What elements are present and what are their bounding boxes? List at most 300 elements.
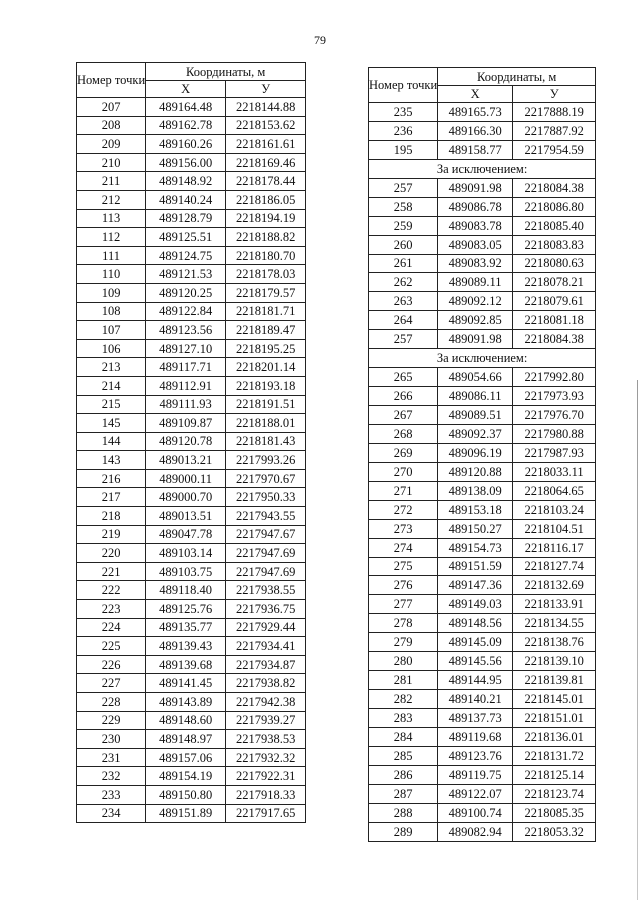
x-coordinate-cell: 489112.91: [146, 376, 226, 395]
table-row: [77, 562, 306, 581]
table-row: [77, 395, 306, 414]
y-coordinate-cell: 2218085.40: [513, 216, 596, 235]
point-number-cell: 235: [369, 103, 438, 122]
table-row: [77, 283, 306, 302]
y-coordinate-cell: 2217992.80: [513, 368, 596, 387]
point-number-cell: 265: [369, 368, 438, 387]
table-row: [77, 228, 306, 247]
point-number-cell: 225: [77, 637, 146, 656]
right-table-body: [369, 103, 596, 842]
header-x: X: [438, 86, 513, 103]
point-number-cell: 282: [369, 690, 438, 709]
x-coordinate-cell: 489162.78: [146, 116, 226, 135]
y-coordinate-cell: 2217887.92: [513, 121, 596, 140]
point-number-cell: 234: [77, 804, 146, 823]
y-coordinate-cell: 2217939.27: [226, 711, 306, 730]
x-coordinate-cell: 489120.88: [438, 462, 513, 481]
y-coordinate-cell: 2218178.44: [226, 172, 306, 191]
x-coordinate-cell: 489120.78: [146, 432, 226, 451]
x-coordinate-cell: 489148.60: [146, 711, 226, 730]
point-number-cell: 272: [369, 500, 438, 519]
section-label-row: [369, 159, 596, 178]
point-number-cell: 228: [77, 693, 146, 712]
header-coordinates: Координаты, м: [438, 68, 596, 86]
y-coordinate-cell: 2217947.69: [226, 562, 306, 581]
y-coordinate-cell: 2217917.65: [226, 804, 306, 823]
point-number-cell: 221: [77, 562, 146, 581]
table-row: [77, 748, 306, 767]
y-coordinate-cell: 2218080.63: [513, 254, 596, 273]
y-coordinate-cell: 2217980.88: [513, 424, 596, 443]
point-number-cell: 257: [369, 178, 438, 197]
y-coordinate-cell: 2218079.61: [513, 292, 596, 311]
scan-edge-line: [637, 380, 638, 900]
table-row: [369, 557, 596, 576]
y-coordinate-cell: 2217954.59: [513, 140, 596, 159]
point-number-cell: 264: [369, 311, 438, 330]
x-coordinate-cell: 489092.12: [438, 292, 513, 311]
x-coordinate-cell: 489086.78: [438, 197, 513, 216]
table-row: [77, 637, 306, 656]
point-number-cell: 211: [77, 172, 146, 191]
point-number-cell: 208: [77, 116, 146, 135]
y-coordinate-cell: 2218084.38: [513, 178, 596, 197]
y-coordinate-cell: 2217970.67: [226, 469, 306, 488]
table-row: [369, 709, 596, 728]
x-coordinate-cell: 489124.75: [146, 246, 226, 265]
x-coordinate-cell: 489054.66: [438, 368, 513, 387]
point-number-cell: 233: [77, 785, 146, 804]
table-row: [369, 595, 596, 614]
point-number-cell: 107: [77, 321, 146, 340]
y-coordinate-cell: 2218153.62: [226, 116, 306, 135]
x-coordinate-cell: 489148.56: [438, 614, 513, 633]
x-coordinate-cell: 489086.11: [438, 387, 513, 406]
x-coordinate-cell: 489138.09: [438, 481, 513, 500]
x-coordinate-cell: 489047.78: [146, 525, 226, 544]
table-row: [369, 103, 596, 122]
page-number: 79: [314, 33, 326, 47]
y-coordinate-cell: 2217934.41: [226, 637, 306, 656]
y-coordinate-cell: 2218123.74: [513, 784, 596, 803]
y-coordinate-cell: 2218103.24: [513, 500, 596, 519]
point-number-cell: 266: [369, 387, 438, 406]
table-row: [77, 693, 306, 712]
table-row: [369, 311, 596, 330]
y-coordinate-cell: 2217950.33: [226, 488, 306, 507]
table-row: [369, 254, 596, 273]
y-coordinate-cell: 2218161.61: [226, 135, 306, 154]
y-coordinate-cell: 2218136.01: [513, 727, 596, 746]
x-coordinate-cell: 489082.94: [438, 822, 513, 841]
point-number-cell: 269: [369, 443, 438, 462]
table-row: [369, 406, 596, 425]
table-row: [369, 784, 596, 803]
x-coordinate-cell: 489128.79: [146, 209, 226, 228]
x-coordinate-cell: 489147.36: [438, 576, 513, 595]
x-coordinate-cell: 489083.92: [438, 254, 513, 273]
point-number-cell: 273: [369, 519, 438, 538]
point-number-cell: 268: [369, 424, 438, 443]
point-number-cell: 109: [77, 283, 146, 302]
table-row: [369, 121, 596, 140]
table-row: [77, 153, 306, 172]
x-coordinate-cell: 489154.73: [438, 538, 513, 557]
x-coordinate-cell: 489013.51: [146, 507, 226, 526]
y-coordinate-cell: 2218085.35: [513, 803, 596, 822]
x-coordinate-cell: 489125.76: [146, 600, 226, 619]
x-coordinate-cell: 489166.30: [438, 121, 513, 140]
x-coordinate-cell: 489111.93: [146, 395, 226, 414]
y-coordinate-cell: 2217936.75: [226, 600, 306, 619]
point-number-cell: 231: [77, 748, 146, 767]
point-number-cell: 144: [77, 432, 146, 451]
point-number-cell: 279: [369, 633, 438, 652]
y-coordinate-cell: 2218033.11: [513, 462, 596, 481]
x-coordinate-cell: 489103.14: [146, 544, 226, 563]
point-number-cell: 230: [77, 730, 146, 749]
point-number-cell: 286: [369, 765, 438, 784]
section-label-row: [369, 349, 596, 368]
table-row: [369, 576, 596, 595]
table-row: [369, 292, 596, 311]
coordinates-table-right: [368, 67, 596, 842]
table-row: [369, 803, 596, 822]
y-coordinate-cell: 2217973.93: [513, 387, 596, 406]
point-number-cell: 112: [77, 228, 146, 247]
x-coordinate-cell: 489148.92: [146, 172, 226, 191]
point-number-cell: 227: [77, 674, 146, 693]
section-label: За исключением:: [369, 159, 596, 178]
table-row: [369, 538, 596, 557]
table-row: [77, 414, 306, 433]
point-number-cell: 224: [77, 618, 146, 637]
y-coordinate-cell: 2218180.70: [226, 246, 306, 265]
x-coordinate-cell: 489013.21: [146, 451, 226, 470]
point-number-cell: 267: [369, 406, 438, 425]
point-number-cell: 287: [369, 784, 438, 803]
x-coordinate-cell: 489149.03: [438, 595, 513, 614]
y-coordinate-cell: 2218053.32: [513, 822, 596, 841]
coordinates-table-left: [76, 62, 306, 823]
x-coordinate-cell: 489103.75: [146, 562, 226, 581]
table-row: [369, 330, 596, 349]
x-coordinate-cell: 489139.43: [146, 637, 226, 656]
point-number-cell: 285: [369, 746, 438, 765]
x-coordinate-cell: 489143.89: [146, 693, 226, 712]
point-number-cell: 216: [77, 469, 146, 488]
y-coordinate-cell: 2218188.01: [226, 414, 306, 433]
y-coordinate-cell: 2217934.87: [226, 655, 306, 674]
table-row: [369, 652, 596, 671]
x-coordinate-cell: 489122.07: [438, 784, 513, 803]
point-number-cell: 263: [369, 292, 438, 311]
header-y: У: [513, 86, 596, 103]
point-number-cell: 143: [77, 451, 146, 470]
point-number-cell: 288: [369, 803, 438, 822]
x-coordinate-cell: 489089.51: [438, 406, 513, 425]
point-number-cell: 209: [77, 135, 146, 154]
y-coordinate-cell: 2217976.70: [513, 406, 596, 425]
x-coordinate-cell: 489119.75: [438, 765, 513, 784]
point-number-cell: 195: [369, 140, 438, 159]
y-coordinate-cell: 2218086.80: [513, 197, 596, 216]
x-coordinate-cell: 489151.89: [146, 804, 226, 823]
point-number-cell: 259: [369, 216, 438, 235]
y-coordinate-cell: 2218116.17: [513, 538, 596, 557]
point-number-cell: 260: [369, 235, 438, 254]
point-number-cell: 274: [369, 538, 438, 557]
y-coordinate-cell: 2218134.55: [513, 614, 596, 633]
table-row: [77, 376, 306, 395]
point-number-cell: 223: [77, 600, 146, 619]
x-coordinate-cell: 489083.78: [438, 216, 513, 235]
y-coordinate-cell: 2218127.74: [513, 557, 596, 576]
point-number-cell: 281: [369, 671, 438, 690]
table-row: [369, 368, 596, 387]
x-coordinate-cell: 489165.73: [438, 103, 513, 122]
y-coordinate-cell: 2217922.31: [226, 767, 306, 786]
table-row: [77, 507, 306, 526]
point-number-cell: 219: [77, 525, 146, 544]
point-number-cell: 110: [77, 265, 146, 284]
table-row: [369, 746, 596, 765]
header-y: У: [226, 81, 306, 98]
point-number-cell: 212: [77, 190, 146, 209]
y-coordinate-cell: 2218064.65: [513, 481, 596, 500]
x-coordinate-cell: 489145.09: [438, 633, 513, 652]
header-point-number: Номер точки: [369, 68, 438, 103]
point-number-cell: 236: [369, 121, 438, 140]
y-coordinate-cell: 2217888.19: [513, 103, 596, 122]
table-row: [77, 655, 306, 674]
y-coordinate-cell: 2217938.55: [226, 581, 306, 600]
x-coordinate-cell: 489127.10: [146, 339, 226, 358]
point-number-cell: 270: [369, 462, 438, 481]
x-coordinate-cell: 489148.97: [146, 730, 226, 749]
y-coordinate-cell: 2218104.51: [513, 519, 596, 538]
table-row: [369, 822, 596, 841]
y-coordinate-cell: 2218189.47: [226, 321, 306, 340]
y-coordinate-cell: 2217929.44: [226, 618, 306, 637]
y-coordinate-cell: 2218194.19: [226, 209, 306, 228]
table-row: [77, 135, 306, 154]
table-row: [77, 785, 306, 804]
header-coordinates: Координаты, м: [146, 63, 306, 81]
table-row: [77, 525, 306, 544]
x-coordinate-cell: 489139.68: [146, 655, 226, 674]
x-coordinate-cell: 489151.59: [438, 557, 513, 576]
point-number-cell: 222: [77, 581, 146, 600]
x-coordinate-cell: 489154.19: [146, 767, 226, 786]
y-coordinate-cell: 2218179.57: [226, 283, 306, 302]
x-coordinate-cell: 489141.45: [146, 674, 226, 693]
table-row: [77, 600, 306, 619]
y-coordinate-cell: 2217918.33: [226, 785, 306, 804]
y-coordinate-cell: 2218178.03: [226, 265, 306, 284]
table-row: [77, 172, 306, 191]
header-x: X: [146, 81, 226, 98]
y-coordinate-cell: 2218083.83: [513, 235, 596, 254]
x-coordinate-cell: 489089.11: [438, 273, 513, 292]
table-row: [77, 581, 306, 600]
x-coordinate-cell: 489092.37: [438, 424, 513, 443]
table-row: [369, 690, 596, 709]
y-coordinate-cell: 2217938.53: [226, 730, 306, 749]
x-coordinate-cell: 489123.76: [438, 746, 513, 765]
point-number-cell: 276: [369, 576, 438, 595]
x-coordinate-cell: 489158.77: [438, 140, 513, 159]
table-row: [77, 451, 306, 470]
point-number-cell: 275: [369, 557, 438, 576]
y-coordinate-cell: 2217938.82: [226, 674, 306, 693]
point-number-cell: 258: [369, 197, 438, 216]
y-coordinate-cell: 2218195.25: [226, 339, 306, 358]
x-coordinate-cell: 489092.85: [438, 311, 513, 330]
y-coordinate-cell: 2218201.14: [226, 358, 306, 377]
x-coordinate-cell: 489091.98: [438, 330, 513, 349]
point-number-cell: 232: [77, 767, 146, 786]
table-row: [369, 614, 596, 633]
table-row: [77, 432, 306, 451]
y-coordinate-cell: 2217932.32: [226, 748, 306, 767]
point-number-cell: 111: [77, 246, 146, 265]
table-row: [369, 235, 596, 254]
y-coordinate-cell: 2218084.38: [513, 330, 596, 349]
x-coordinate-cell: 489164.48: [146, 98, 226, 117]
header-point-number: Номер точки: [77, 63, 146, 98]
y-coordinate-cell: 2218078.21: [513, 273, 596, 292]
y-coordinate-cell: 2218145.01: [513, 690, 596, 709]
x-coordinate-cell: 489119.68: [438, 727, 513, 746]
y-coordinate-cell: 2218151.01: [513, 709, 596, 728]
x-coordinate-cell: 489096.19: [438, 443, 513, 462]
table-row: [77, 321, 306, 340]
table-row: [77, 209, 306, 228]
table-row: [369, 462, 596, 481]
point-number-cell: 262: [369, 273, 438, 292]
point-number-cell: 220: [77, 544, 146, 563]
point-number-cell: 283: [369, 709, 438, 728]
x-coordinate-cell: 489145.56: [438, 652, 513, 671]
y-coordinate-cell: 2218193.18: [226, 376, 306, 395]
y-coordinate-cell: 2218125.14: [513, 765, 596, 784]
point-number-cell: 280: [369, 652, 438, 671]
y-coordinate-cell: 2218188.82: [226, 228, 306, 247]
section-label: За исключением:: [369, 349, 596, 368]
table-row: [77, 339, 306, 358]
point-number-cell: 217: [77, 488, 146, 507]
table-row: [77, 302, 306, 321]
table-row: [77, 265, 306, 284]
x-coordinate-cell: 489135.77: [146, 618, 226, 637]
table-row: [77, 98, 306, 117]
y-coordinate-cell: 2218132.69: [513, 576, 596, 595]
y-coordinate-cell: 2217943.55: [226, 507, 306, 526]
point-number-cell: 106: [77, 339, 146, 358]
table-row: [369, 519, 596, 538]
table-row: [369, 387, 596, 406]
table-row: [77, 488, 306, 507]
table-row: [369, 443, 596, 462]
x-coordinate-cell: 489100.74: [438, 803, 513, 822]
table-row: [77, 116, 306, 135]
table-row: [77, 767, 306, 786]
x-coordinate-cell: 489117.71: [146, 358, 226, 377]
x-coordinate-cell: 489125.51: [146, 228, 226, 247]
x-coordinate-cell: 489150.27: [438, 519, 513, 538]
x-coordinate-cell: 489120.25: [146, 283, 226, 302]
y-coordinate-cell: 2218133.91: [513, 595, 596, 614]
x-coordinate-cell: 489140.24: [146, 190, 226, 209]
y-coordinate-cell: 2218181.71: [226, 302, 306, 321]
x-coordinate-cell: 489000.11: [146, 469, 226, 488]
y-coordinate-cell: 2218138.76: [513, 633, 596, 652]
table-row: [77, 544, 306, 563]
table-row: [369, 727, 596, 746]
table-row: [77, 358, 306, 377]
y-coordinate-cell: 2218139.10: [513, 652, 596, 671]
point-number-cell: 278: [369, 614, 438, 633]
x-coordinate-cell: 489153.18: [438, 500, 513, 519]
y-coordinate-cell: 2218169.46: [226, 153, 306, 172]
table-row: [369, 633, 596, 652]
y-coordinate-cell: 2218181.43: [226, 432, 306, 451]
table-row: [369, 216, 596, 235]
table-row: [77, 804, 306, 823]
point-number-cell: 215: [77, 395, 146, 414]
y-coordinate-cell: 2218131.72: [513, 746, 596, 765]
table-row: [77, 711, 306, 730]
point-number-cell: 108: [77, 302, 146, 321]
x-coordinate-cell: 489160.26: [146, 135, 226, 154]
table-row: [369, 500, 596, 519]
x-coordinate-cell: 489000.70: [146, 488, 226, 507]
x-coordinate-cell: 489083.05: [438, 235, 513, 254]
table-row: [369, 273, 596, 292]
x-coordinate-cell: 489157.06: [146, 748, 226, 767]
table-row: [369, 481, 596, 500]
table-row: [77, 730, 306, 749]
x-coordinate-cell: 489118.40: [146, 581, 226, 600]
point-number-cell: 284: [369, 727, 438, 746]
point-number-cell: 213: [77, 358, 146, 377]
x-coordinate-cell: 489140.21: [438, 690, 513, 709]
y-coordinate-cell: 2218186.05: [226, 190, 306, 209]
y-coordinate-cell: 2217942.38: [226, 693, 306, 712]
point-number-cell: 271: [369, 481, 438, 500]
x-coordinate-cell: 489091.98: [438, 178, 513, 197]
x-coordinate-cell: 489150.80: [146, 785, 226, 804]
point-number-cell: 214: [77, 376, 146, 395]
point-number-cell: 113: [77, 209, 146, 228]
table-row: [369, 765, 596, 784]
point-number-cell: 226: [77, 655, 146, 674]
y-coordinate-cell: 2217993.26: [226, 451, 306, 470]
table-row: [77, 618, 306, 637]
y-coordinate-cell: 2218139.81: [513, 671, 596, 690]
y-coordinate-cell: 2217987.93: [513, 443, 596, 462]
point-number-cell: 277: [369, 595, 438, 614]
x-coordinate-cell: 489123.56: [146, 321, 226, 340]
y-coordinate-cell: 2218144.88: [226, 98, 306, 117]
point-number-cell: 210: [77, 153, 146, 172]
x-coordinate-cell: 489121.53: [146, 265, 226, 284]
table-row: [77, 246, 306, 265]
x-coordinate-cell: 489156.00: [146, 153, 226, 172]
point-number-cell: 218: [77, 507, 146, 526]
x-coordinate-cell: 489109.87: [146, 414, 226, 433]
